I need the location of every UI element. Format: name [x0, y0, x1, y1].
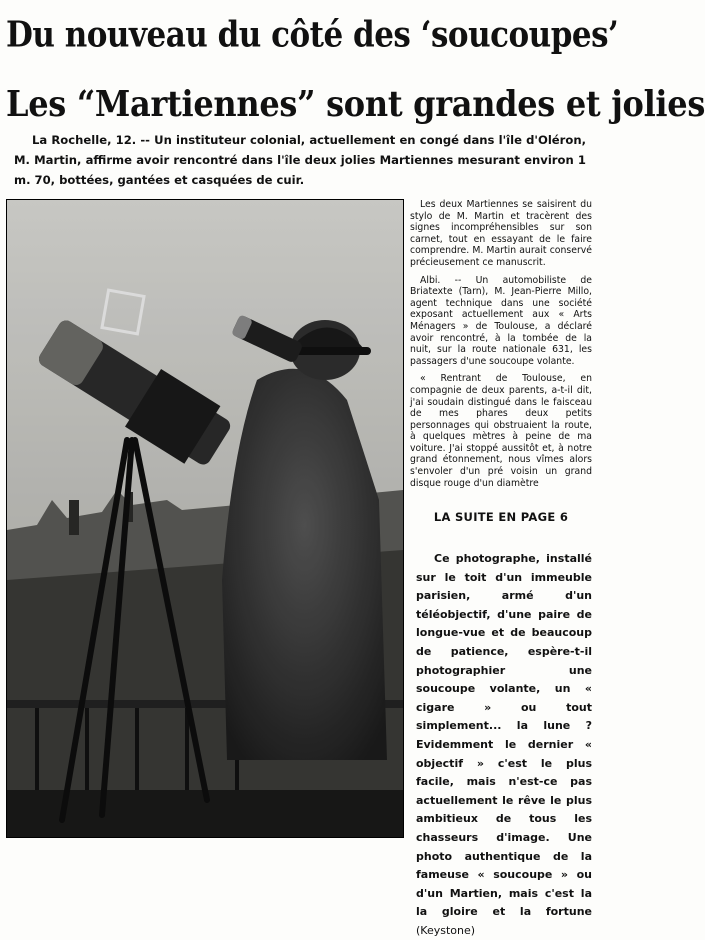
side-column: [410, 199, 592, 495]
rooftop-photographer-photo: [6, 199, 404, 838]
photo-credit: (Keystone): [416, 923, 476, 937]
side-paragraph-3: « Rentrant de Toulouse, en compagnie de deux parents, a-t-il dit, j'ai soudain distingué dans le faisceau de mes phares deux petits personnages qui obstruaient la route, à quelques mètres à peine de ma voiture. J'ai stoppé aussitôt et, à notre grand étonnement, nous vîmes alors s'envoler d'un pré voisin un grand disque rouge d'un diamètre: [410, 373, 592, 489]
continued-on-page-6: LA SUITE EN PAGE 6: [433, 510, 569, 524]
photo-illustration: [7, 200, 403, 837]
main-headline: Les “Martiennes” sont grandes et jolies: [6, 82, 705, 125]
photo-caption: [416, 550, 592, 940]
kicker-headline: Du nouveau du côté des ‘soucoupes’: [6, 14, 619, 56]
side-paragraph-2: Albi. -- Un automobiliste de Briatexte (Tarn), M. Jean-Pierre Millo, agent technique dans une société exposant actuellement aux « Arts Ménagers » de Toulouse, a déclaré avoir rencontré, à la tombée de la nuit, sur la route nationale 631, les passagers d'une soucoupe volante.: [410, 274, 592, 367]
side-paragraph-1: Les deux Martiennes se saisirent du stylo de M. Martin et tracèrent des signes incompréhensibles sur son carnet, tout en essayant de le faire comprendre. M. Martin aurait conservé précieusement ce manuscrit.: [410, 199, 592, 268]
lead-paragraph: La Rochelle, 12. -- Un instituteur colonial, actuellement en congé dans l'île d'Oléron, M. Martin, affirme avoir rencontré dans l'île deux jolies Martiennes mesurant environ 1 m. 70, bottées, gantées et casquées de cuir.: [14, 133, 586, 187]
caption-text: Ce photographe, installé sur le toit d'un immeuble parisien, armé d'un téléobjectif, d'une paire de longue-vue et de beaucoup de patience, espère-t-il photographier une soucoupe volante, un « cigare » ou tout simplement... la lune ? Evidemment le dernier « objectif » c'est le plus facile, mais n'est-ce pas actuellement le rêve le plus ambitieux de tous les chasseurs d'image. Une photo authentique de la fameuse « soucoupe » ou d'un Martien, mais c'est la la gloire et la fortune: [416, 552, 592, 919]
